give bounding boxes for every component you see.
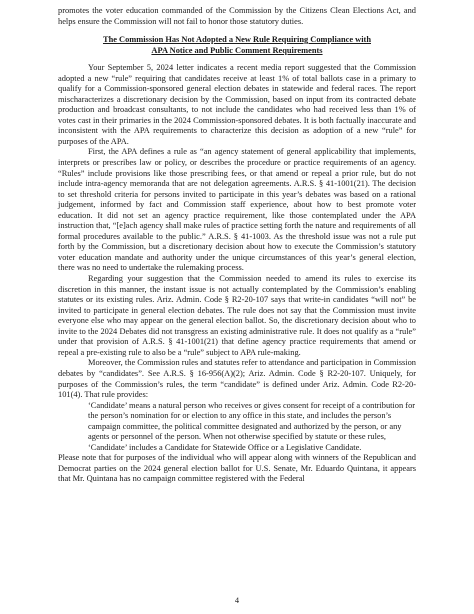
intro-paragraph: promotes the voter education commanded of the Commission by the Citizens Clean Elections Act, and helps ensure the Commission will not fail to honor those statutory duties.: [58, 6, 416, 26]
body-paragraph: Moreover, the Commission rules and statutes refer to attendance and participation in Commission debates by “candidates”. See A.R.S. § 16-956(A)(2); Ariz. Admin. Code § R2-20-107. Uniquely, for purposes of the Commission’s rules, the term “candidate” is defined under Ariz. Admin. Code R2-20-101(4). That rule provides:: [58, 358, 416, 400]
body-paragraph: Regarding your suggestion that the Commission needed to amend its rules to exercise its discretion in this manner, the instant issue is not actually contemplated by the Commission’s enabling statutes or its existing rules. Ariz. Admin. Code § R2-20-107 says that write-in candidates “will not” be invited to participate in general election debates. The rule does not say that the Commission must invite everyone else who may appear on the general election ballot. So, the discretionary decision about who to invite to the 2024 Debates did not transgress an existing administrative rule. It does not qualify as a “rule” under that provision of A.R.S. § 41-1001(21) that define agency practice requirements that amend or repeal a pre-existing rule to also be a “rule” subject to APA rule-making.: [58, 274, 416, 357]
section-heading: [58, 35, 416, 56]
section-heading-line-2: APA Notice and Public Comment Requirements: [151, 45, 323, 55]
section-heading-line-1: The Commission Has Not Adopted a New Rule Requiring Compliance with: [102, 35, 371, 45]
body-paragraph: First, the APA defines a rule as “an agency statement of general applicability that implements, interprets or prescribes law or policy, or describes the procedure or practice requirements of an agency. “Rules” include provisions like those prescribing fees, or that amend or repeal a prior rule, but do not include intra-agency memoranda that are not delegation agreements. A.R.S. § 41-1001(21). The decision to set threshold criteria for persons invited to participate in this year’s debates was based on a rational judgement, informed by fact and Commission staff experience, about how to best promote voter education. It did not set an agency practice requirement, like those contemplated under the APA instruction that, “[e]ach agency shall make rules of practice setting forth the nature and requirements of all formal procedures available to the public.” A.R.S. § 41-1003. As the threshold issue was not a rule put forth by the Commission, but a discretionary decision about how to execute the Commission’s statutory voter education mandate and authority under the unique circumstances of this year’s general election, there was no need to undertake the rulemaking process.: [58, 147, 416, 273]
body-paragraph: Your September 5, 2024 letter indicates a recent media report suggested that the Commission adopted a new “rule” requiring that candidates receive at least 1% of total ballots case in a primary to qualify for a Commission-sponsored general election debates in statewide and federal races. The report mischaracterizes a discretionary decision by the Commission, based on input from its contracted debate production and broadcast consultants, to not include the candidates who had received less than 1% of votes cast in their primaries in the 2024 Commission-sponsored debates. It is both factually inaccurate and inconsistent with the APA requirements to characterize this decision as adoption of a new “rule” for purposes of the APA.: [58, 63, 416, 146]
closing-paragraph: Please note that for purposes of the individual who will appear along with winners of the Republican and Democrat parties on the 2024 general election ballot for U.S. Senate, Mr. Eduardo Quintana, it appears that Mr. Quintana has no campaign committee registered with the Federal: [58, 453, 416, 484]
block-quote: ‘Candidate’ means a natural person who receives or gives consent for receipt of a contribution for the person’s nomination for or election to any office in this state, and includes the person’s campaign committee, the political committee designated and authorized by the person, or any agents or personnel of the person. When not otherwise specified by statute or these rules, ‘Candidate’ includes a Candidate for Statewide Office or a Legislative Candidate.: [88, 400, 416, 452]
page-number: 4: [234, 596, 240, 605]
